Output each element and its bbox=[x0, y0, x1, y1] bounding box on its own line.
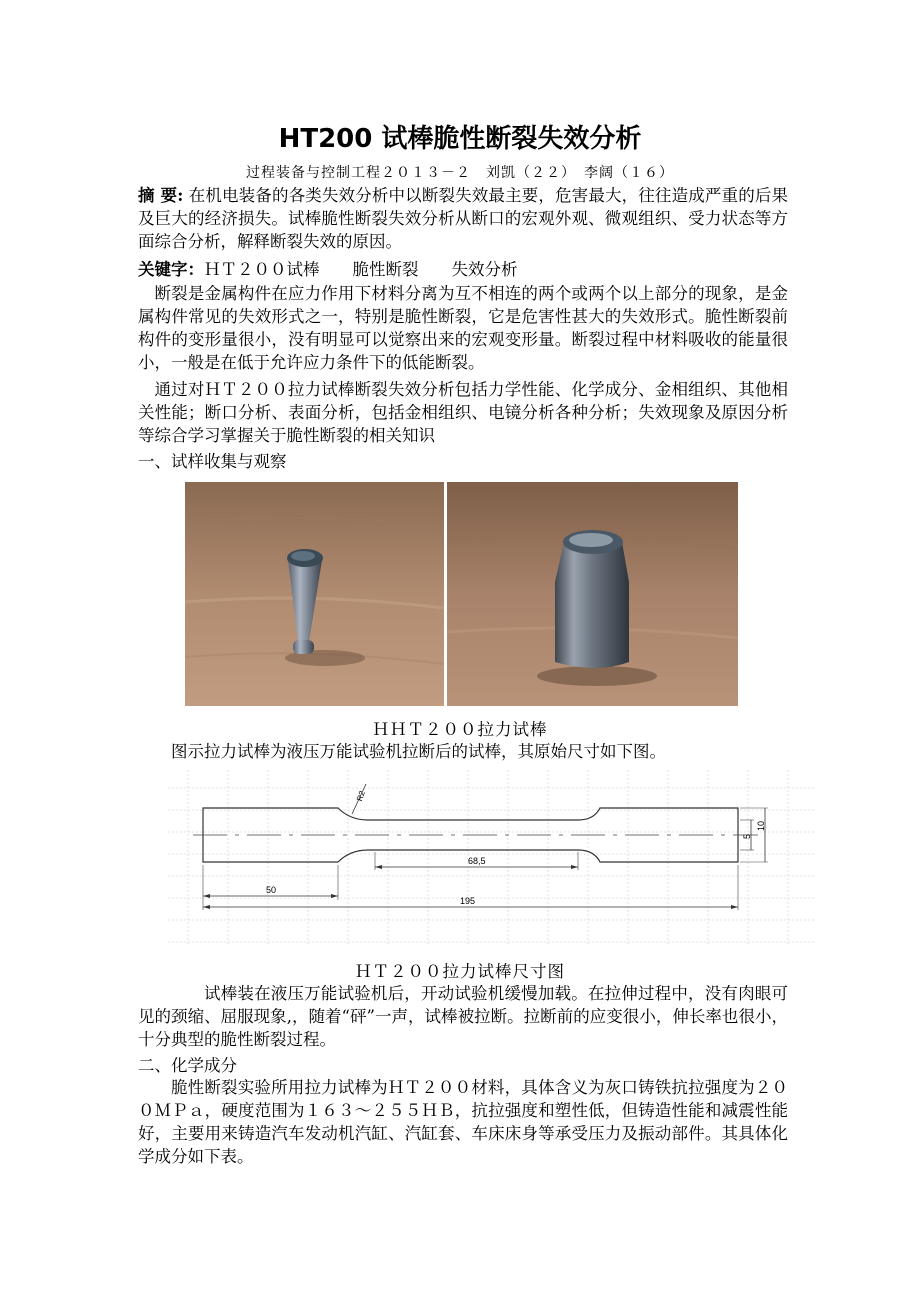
abstract bbox=[138, 184, 788, 253]
intro-paragraph-2: 通过对ＨＴ２００拉力试棒断裂失效分析包括力学性能、化学成分、金相组织、其他相关性能；断口分析、表面分析，包括金相组织、电镜分析各种分析；失效现象及原因分析等综合学习掌握关于脆性断裂的相关知识 bbox=[138, 380, 788, 445]
drawing-caption: ＨＴ２００拉力试棒尺寸图 bbox=[355, 962, 565, 981]
keywords bbox=[138, 258, 788, 281]
dim-small-diameter: 5 bbox=[742, 833, 752, 839]
authors-line: 过程装备与控制工程２０１３－２ 刘凯（２２） 李阔（１６） bbox=[246, 165, 674, 181]
specimen-dimension-drawing bbox=[168, 770, 816, 946]
keywords-label: 关键字： bbox=[138, 260, 204, 279]
specimen-photo-2 bbox=[447, 482, 738, 706]
dim-fillet-radius: R2 bbox=[355, 789, 367, 803]
photo-caption: ＨＨＴ２００拉力试棒 bbox=[372, 720, 548, 739]
abstract-label: 摘 要: bbox=[138, 186, 184, 205]
specimen-photo-1 bbox=[185, 482, 444, 706]
dim-grip-length: 50 bbox=[266, 885, 277, 895]
page-title: HT200 试棒脆性断裂失效分析 bbox=[278, 124, 642, 154]
chem-description: 脆性断裂实验所用拉力试棒为ＨＴ２００材料，具体含义为灰口铸铁抗拉强度为２００ＭＰａ，硬度范围为１６３～２５５ＨＢ，抗拉强度和塑性低，但铸造性能和减震性能好，主要用来铸造汽车发动机汽缸、汽缸套、车床床身等承受压力及振动部件。其具体化学成分如下表。 bbox=[138, 1078, 788, 1166]
dim-total-length: 195 bbox=[460, 896, 476, 906]
section-2-heading: 二、化学成分 bbox=[138, 1056, 237, 1075]
dim-gauge-length: 68,5 bbox=[468, 856, 486, 866]
intro-paragraph-1: 断裂是金属构件在应力作用下材料分离为互不相连的两个或两个以上部分的现象，是金属构件常见的失效形式之一，特别是脆性断裂，它是危害性甚大的失效形式。脆性断裂前构件的变形量很小，没有明显可以觉察出来的宏观变形量。断裂过程中材料吸收的能量很小，一般是在低于允许应力条件下的低能断裂。 bbox=[138, 284, 788, 372]
abstract-text: 在机电装备的各类失效分析中以断裂失效最主要，危害最大，往往造成严重的后果及巨大的经济损失。试棒脆性断裂失效分析从断口的宏观外观、微观组织、受力状态等方面综合分析，解释断裂失效的原因。 bbox=[138, 186, 788, 251]
photo-description: 图示拉力试棒为液压万能试验机拉断后的试棒，其原始尺寸如下图。 bbox=[171, 742, 666, 761]
dim-large-diameter: 10 bbox=[756, 820, 766, 831]
test-description: 试棒装在液压万能试验机后，开动试验机缓慢加载。在拉伸过程中，没有肉眼可见的颈缩、屈服现象,，随着“砰”一声，试棒被拉断。拉断前的应变很小，伸长率也很小，十分典型的脆性断裂过程。 bbox=[138, 984, 788, 1049]
section-1-heading: 一、试样收集与观察 bbox=[138, 452, 287, 471]
keywords-text: ＨＴ２００试棒 脆性断裂 失效分析 bbox=[204, 260, 518, 279]
